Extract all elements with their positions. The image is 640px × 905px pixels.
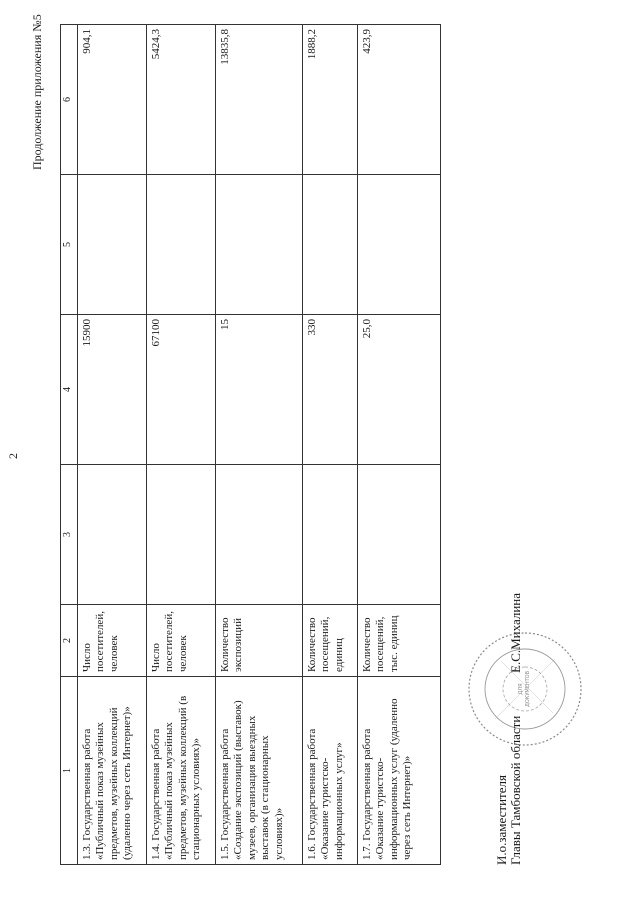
col4-cell: 15900 <box>78 315 147 465</box>
work-name-cell: 1.7. Государственная работа «Оказание туристско-информационных услуг (удаленно через сеть Интернет)» <box>358 677 441 865</box>
col5-cell <box>78 175 147 315</box>
table-row <box>216 25 303 865</box>
position-line-2: Главы Тамбовской области <box>507 715 523 865</box>
col6-cell: 5424,3 <box>147 25 216 175</box>
col6-cell: 1888,2 <box>303 25 358 175</box>
col5-cell <box>216 175 303 315</box>
indicator-cell: Число посетителей, человек <box>78 605 147 677</box>
col3-cell <box>147 465 216 605</box>
continuation-header: Продолжение приложения №5 <box>30 14 44 170</box>
work-name-cell: 1.3. Государственная работа «Публичный показ музейных предметов, музейных коллекций (удаленно через сеть Интернет)» <box>78 677 147 865</box>
header-cell: 1 <box>61 677 78 865</box>
indicator-cell: Количество посещений, тыс. единиц <box>358 605 441 677</box>
signatory-name: Е.С.Михалина <box>508 592 523 673</box>
position-line-1: И.о.заместителя <box>494 775 509 865</box>
col4-cell: 330 <box>303 315 358 465</box>
svg-text:ДЛЯ: ДЛЯ <box>518 683 524 695</box>
col3-cell <box>358 465 441 605</box>
header-cell: 4 <box>61 315 78 465</box>
table-row <box>78 25 147 865</box>
header-cell: 6 <box>61 25 78 175</box>
col4-cell: 25,0 <box>358 315 441 465</box>
indicator-cell: Количество посещений, единиц <box>303 605 358 677</box>
col4-cell: 67100 <box>147 315 216 465</box>
svg-text:ДОКУМЕНТОВ: ДОКУМЕНТОВ <box>525 670 531 708</box>
official-stamp <box>465 629 585 749</box>
table-row <box>303 25 358 865</box>
col3-cell <box>216 465 303 605</box>
signatory-position <box>495 716 522 865</box>
page-number: 2 <box>6 453 20 459</box>
header-cell: 3 <box>61 465 78 605</box>
col3-cell <box>78 465 147 605</box>
col5-cell <box>147 175 216 315</box>
col3-cell <box>303 465 358 605</box>
data-table <box>60 24 441 865</box>
col4-cell: 15 <box>216 315 303 465</box>
col6-cell: 904,1 <box>78 25 147 175</box>
work-name-cell: 1.4. Государственная работа «Публичный показ музейных предметов, музейных коллекций (в стационарных условиях)» <box>147 677 216 865</box>
col5-cell <box>303 175 358 315</box>
header-cell: 2 <box>61 605 78 677</box>
table-row <box>358 25 441 865</box>
work-name-cell: 1.6. Государственная работа «Оказание туристско-информационных услуг» <box>303 677 358 865</box>
col6-cell: 13835,8 <box>216 25 303 175</box>
col6-cell: 423,9 <box>358 25 441 175</box>
table-header-row <box>61 25 78 865</box>
table-row <box>147 25 216 865</box>
indicator-cell: Число посетителей, человек <box>147 605 216 677</box>
header-cell: 5 <box>61 175 78 315</box>
indicator-cell: Количество экспозиций <box>216 605 303 677</box>
col5-cell <box>358 175 441 315</box>
work-name-cell: 1.5. Государственная работа «Создание экспозиций (выставок) музеев, организация выездных выставок (в стационарных условиях)» <box>216 677 303 865</box>
